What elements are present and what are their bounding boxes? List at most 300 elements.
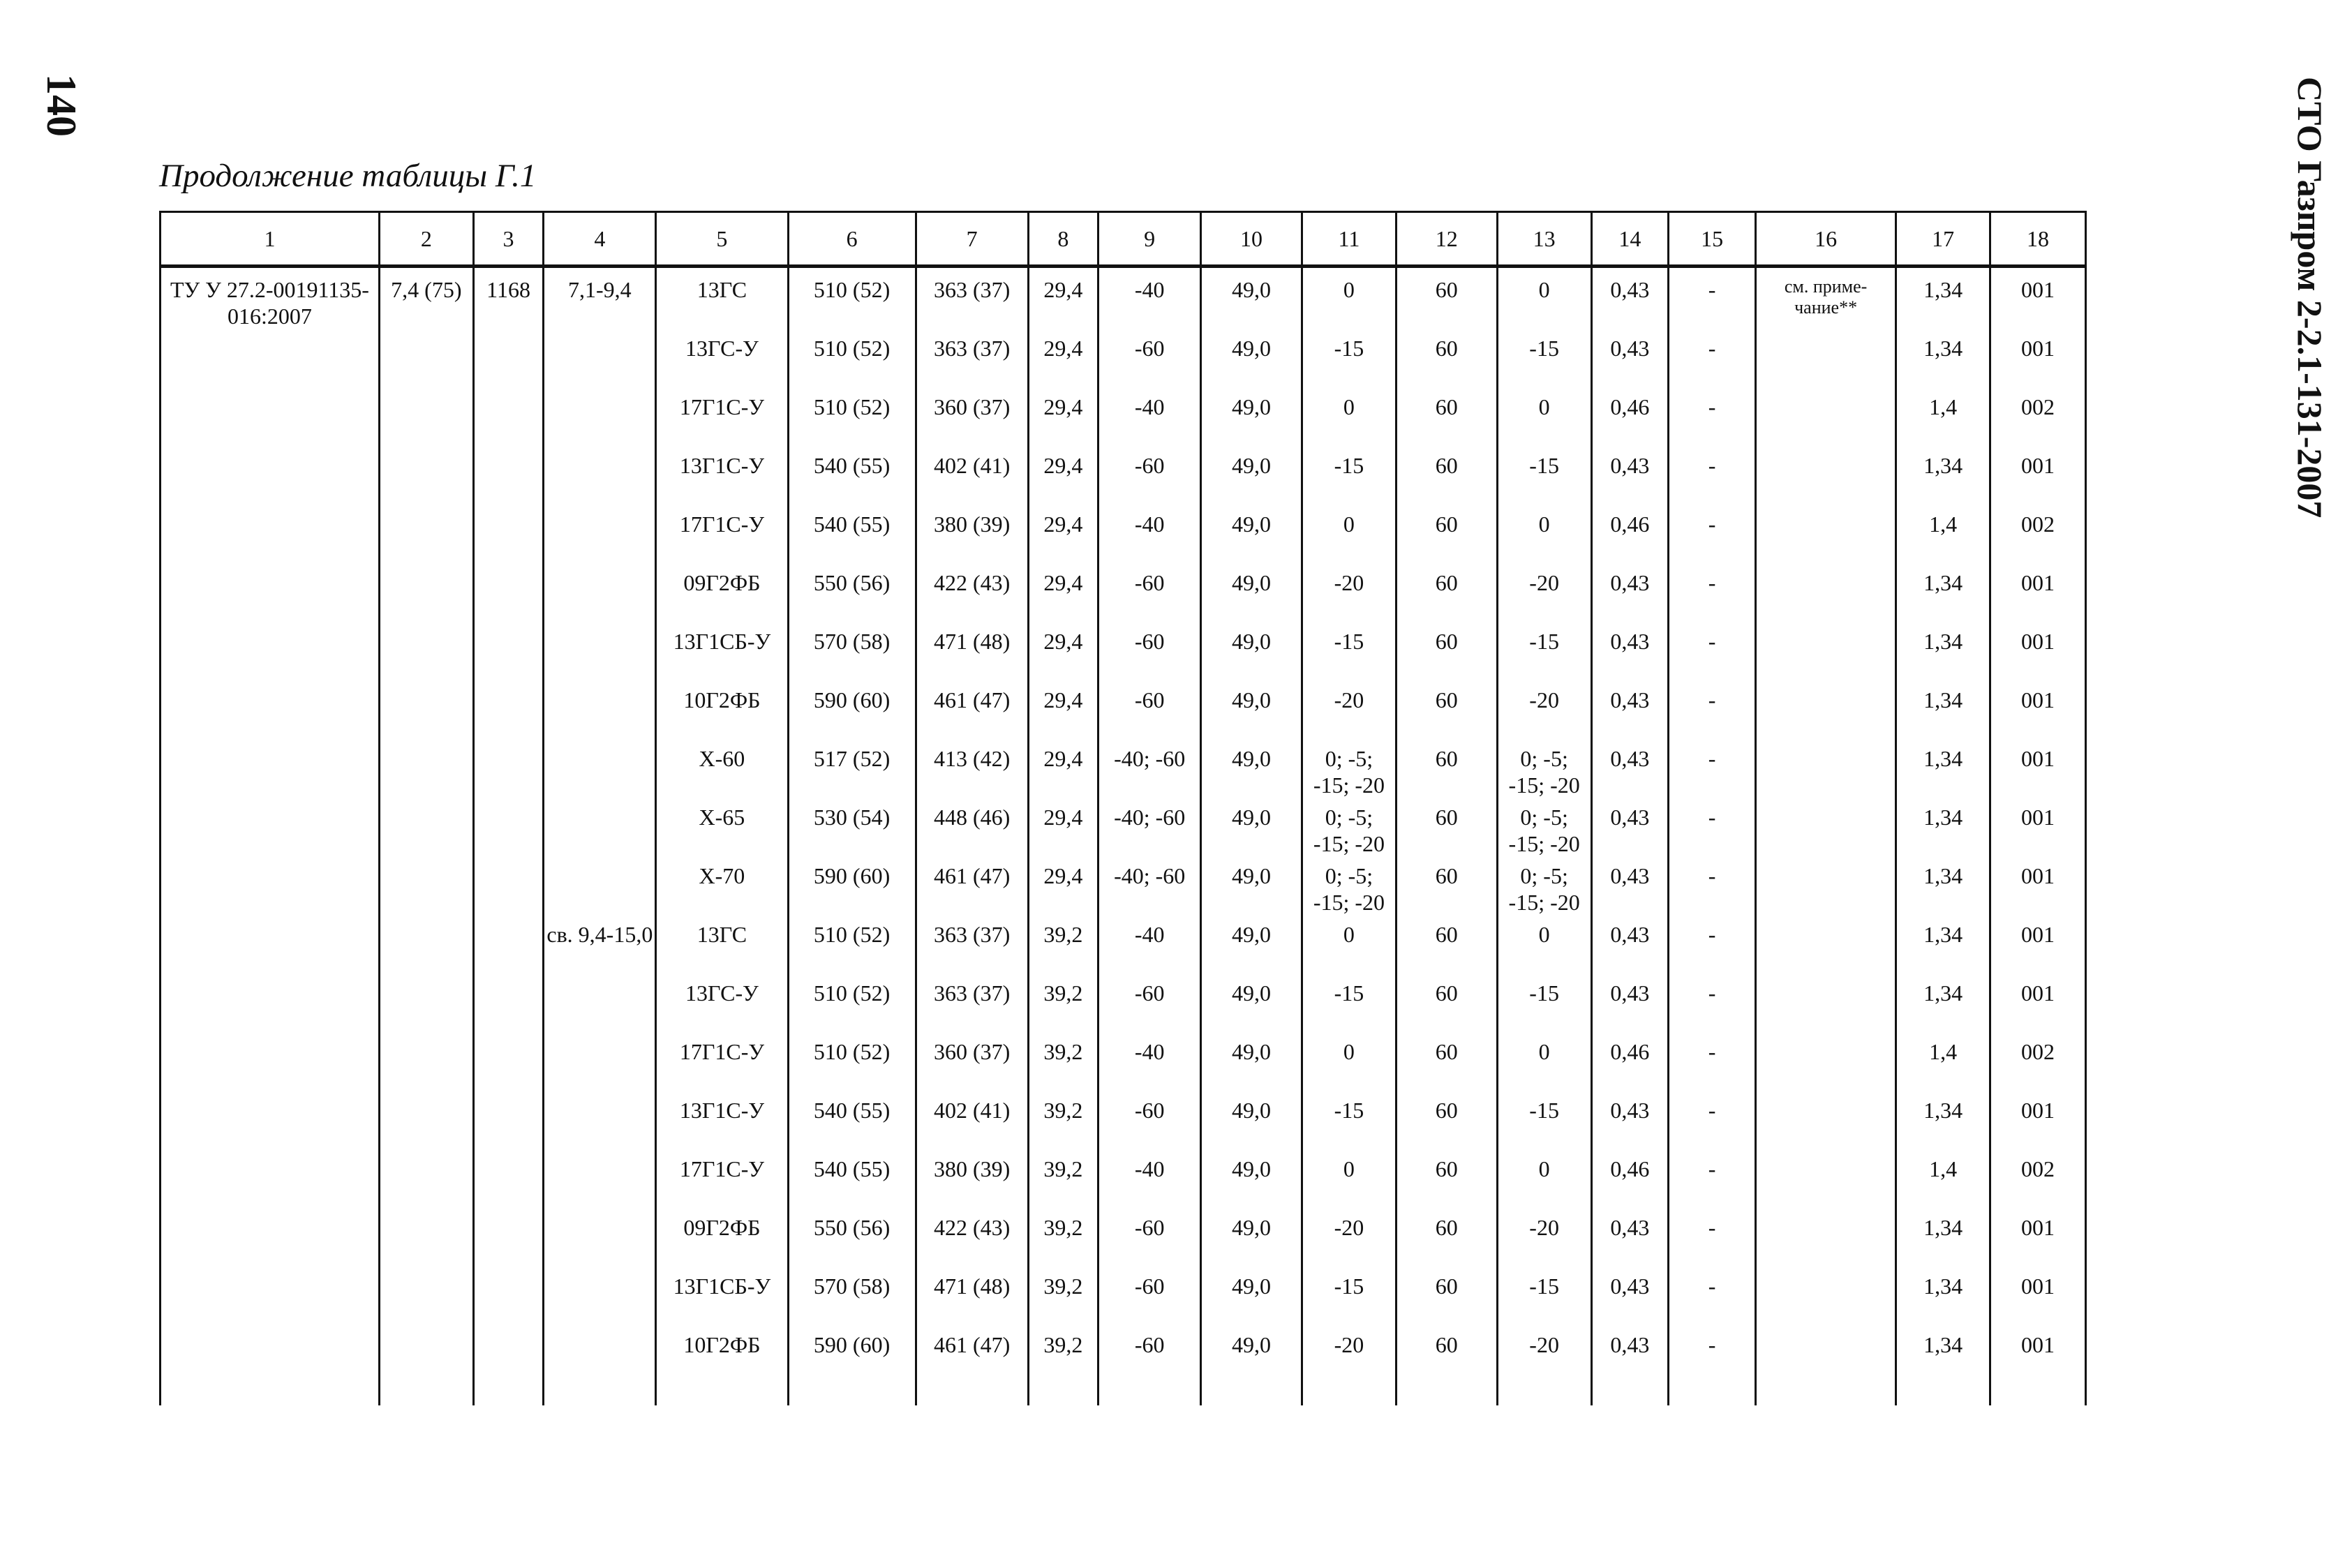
table-header [161, 212, 2086, 267]
table-cell-col-9: -40 [1099, 267, 1201, 331]
filler-cell [1497, 1386, 1591, 1405]
table-cell-col-11: -15 [1302, 976, 1397, 1034]
table-cell-col-5: 13Г1С-У [656, 1093, 788, 1151]
table-cell-col-13: -15 [1497, 624, 1591, 682]
table-cell-col-14: 0,46 [1591, 1034, 1669, 1093]
table-cell-col-17: 1,34 [1896, 565, 1990, 624]
table-cell-col-16 [1755, 448, 1896, 507]
table-cell-col-10: 49,0 [1201, 1034, 1302, 1093]
table-cell-col-15: - [1669, 682, 1756, 741]
table-row [161, 448, 2086, 507]
table-cell-col-13: 0 [1497, 267, 1591, 331]
table-cell-col-2 [379, 565, 473, 624]
table-cell-col-4 [544, 1034, 656, 1093]
filler-cell [1028, 1386, 1099, 1405]
table-cell-col-16 [1755, 1210, 1896, 1269]
table-cell-col-6: 590 (60) [788, 858, 916, 917]
document-code: СТО Газпром 2-2.1-131-2007 [2291, 77, 2330, 518]
table-cell-col-2 [379, 1034, 473, 1093]
table-cell-col-12: 60 [1396, 976, 1497, 1034]
table-cell-col-16 [1755, 331, 1896, 389]
filler-cell [1396, 1386, 1497, 1405]
filler-cell [1896, 1386, 1990, 1405]
table-cell-col-15: - [1669, 267, 1756, 331]
table-cell-col-1 [161, 1034, 380, 1093]
table-cell-col-8: 29,4 [1028, 507, 1099, 565]
table-cell-col-3 [473, 1093, 544, 1151]
table-cell-col-5: 09Г2ФБ [656, 1210, 788, 1269]
table-cell-col-10: 49,0 [1201, 267, 1302, 331]
column-header-15: 15 [1669, 212, 1756, 267]
table-cell-col-12: 60 [1396, 1034, 1497, 1093]
table-cell-col-17: 1,4 [1896, 389, 1990, 448]
table-row [161, 267, 2086, 331]
table-cell-col-16 [1755, 917, 1896, 976]
table-cell-col-8: 29,4 [1028, 741, 1099, 800]
table-cell-col-18: 001 [1990, 917, 2086, 976]
table-cell-col-8: 29,4 [1028, 682, 1099, 741]
table-cell-col-12: 60 [1396, 858, 1497, 917]
table-cell-col-16 [1755, 624, 1896, 682]
table-cell-col-10: 49,0 [1201, 976, 1302, 1034]
table-cell-col-10: 49,0 [1201, 507, 1302, 565]
table-cell-col-11: -20 [1302, 565, 1397, 624]
table-cell-col-4 [544, 331, 656, 389]
table-cell-col-1 [161, 1327, 380, 1386]
table-cell-col-6: 540 (55) [788, 1093, 916, 1151]
table-cell-col-9: -40 [1099, 917, 1201, 976]
table-cell-col-15: - [1669, 800, 1756, 858]
page-number: 140 [38, 74, 84, 137]
table-cell-col-12: 60 [1396, 624, 1497, 682]
table-cell-col-5: 09Г2ФБ [656, 565, 788, 624]
table-cell-col-1 [161, 1210, 380, 1269]
table-cell-col-4 [544, 389, 656, 448]
table-cell-col-7: 360 (37) [916, 389, 1028, 448]
table-cell-col-4 [544, 507, 656, 565]
table-row [161, 682, 2086, 741]
table-cell-col-10: 49,0 [1201, 1327, 1302, 1386]
table-filler-row [161, 1386, 2086, 1405]
table-cell-col-10: 49,0 [1201, 741, 1302, 800]
table-cell-col-8: 29,4 [1028, 448, 1099, 507]
column-header-10: 10 [1201, 212, 1302, 267]
table-row [161, 917, 2086, 976]
table-row [161, 389, 2086, 448]
filler-cell [1990, 1386, 2086, 1405]
table-cell-col-6: 540 (55) [788, 507, 916, 565]
table-cell-col-3 [473, 917, 544, 976]
table-cell-col-18: 001 [1990, 565, 2086, 624]
table-cell-col-7: 461 (47) [916, 682, 1028, 741]
table-cell-col-6: 550 (56) [788, 565, 916, 624]
table-cell-col-5: 13ГС-У [656, 331, 788, 389]
table-cell-col-18: 001 [1990, 741, 2086, 800]
table-cell-col-5: 17Г1С-У [656, 389, 788, 448]
table-cell-col-13: -15 [1497, 976, 1591, 1034]
column-header-16: 16 [1755, 212, 1896, 267]
table-cell-col-15: - [1669, 741, 1756, 800]
table-cell-col-14: 0,43 [1591, 1093, 1669, 1151]
table-cell-col-7: 471 (48) [916, 624, 1028, 682]
table-cell-col-4: св. 9,4-15,0 [544, 917, 656, 976]
table-cell-col-14: 0,43 [1591, 331, 1669, 389]
table-cell-col-8: 39,2 [1028, 1327, 1099, 1386]
table-cell-col-1 [161, 624, 380, 682]
table-cell-col-8: 29,4 [1028, 565, 1099, 624]
table-cell-col-17: 1,34 [1896, 1269, 1990, 1327]
table-cell-col-17: 1,34 [1896, 682, 1990, 741]
table-cell-col-4 [544, 1093, 656, 1151]
table-cell-col-5: Х-70 [656, 858, 788, 917]
table-cell-col-2: 7,4 (75) [379, 267, 473, 331]
table-cell-col-7: 461 (47) [916, 858, 1028, 917]
table-cell-col-13: 0 [1497, 917, 1591, 976]
table-cell-col-3 [473, 331, 544, 389]
table-cell-col-17: 1,34 [1896, 976, 1990, 1034]
table-cell-col-2 [379, 624, 473, 682]
table-cell-col-7: 413 (42) [916, 741, 1028, 800]
table-cell-col-13: -15 [1497, 1093, 1591, 1151]
table-cell-col-18: 001 [1990, 1269, 2086, 1327]
table-cell-col-6: 540 (55) [788, 1151, 916, 1210]
table-cell-col-16 [1755, 1327, 1896, 1386]
filler-cell [1099, 1386, 1201, 1405]
table-cell-col-10: 49,0 [1201, 1269, 1302, 1327]
table-cell-col-16 [1755, 1269, 1896, 1327]
table-cell-col-15: - [1669, 1151, 1756, 1210]
table-cell-col-10: 49,0 [1201, 917, 1302, 976]
table-cell-col-9: -40; -60 [1099, 858, 1201, 917]
table-cell-col-17: 1,34 [1896, 1327, 1990, 1386]
column-header-2: 2 [379, 212, 473, 267]
table-cell-col-11: -15 [1302, 1269, 1397, 1327]
table-cell-col-7: 448 (46) [916, 800, 1028, 858]
table-cell-col-8: 39,2 [1028, 1210, 1099, 1269]
table-cell-col-3 [473, 741, 544, 800]
table-cell-col-14: 0,43 [1591, 624, 1669, 682]
table-cell-col-7: 363 (37) [916, 976, 1028, 1034]
table-body [161, 267, 2086, 1406]
table-cell-col-12: 60 [1396, 389, 1497, 448]
table-cell-col-17: 1,34 [1896, 331, 1990, 389]
table-caption: Продолжение таблицы Г.1 [159, 158, 537, 194]
table-cell-col-5: 17Г1С-У [656, 507, 788, 565]
column-header-13: 13 [1497, 212, 1591, 267]
table-cell-col-14: 0,43 [1591, 682, 1669, 741]
table-cell-col-1 [161, 741, 380, 800]
table-cell-col-14: 0,43 [1591, 448, 1669, 507]
table-cell-col-11: -15 [1302, 1093, 1397, 1151]
table-cell-col-9: -60 [1099, 976, 1201, 1034]
column-header-14: 14 [1591, 212, 1669, 267]
table-cell-col-17: 1,34 [1896, 267, 1990, 331]
table-cell-col-7: 380 (39) [916, 1151, 1028, 1210]
table-row [161, 976, 2086, 1034]
table-cell-col-9: -60 [1099, 682, 1201, 741]
table-cell-col-10: 49,0 [1201, 1093, 1302, 1151]
table-cell-col-2 [379, 507, 473, 565]
table-cell-col-2 [379, 682, 473, 741]
table-cell-col-8: 39,2 [1028, 1034, 1099, 1093]
table-cell-col-11: 0 [1302, 267, 1397, 331]
table-cell-col-10: 49,0 [1201, 389, 1302, 448]
table-cell-col-15: - [1669, 389, 1756, 448]
table-cell-col-15: - [1669, 1034, 1756, 1093]
table-cell-col-14: 0,43 [1591, 1269, 1669, 1327]
filler-cell [656, 1386, 788, 1405]
table-cell-col-8: 29,4 [1028, 800, 1099, 858]
data-table [159, 211, 2087, 1405]
table-cell-col-7: 422 (43) [916, 1210, 1028, 1269]
table-cell-col-12: 60 [1396, 800, 1497, 858]
table-cell-col-9: -60 [1099, 1269, 1201, 1327]
table-cell-col-2 [379, 448, 473, 507]
filler-cell [473, 1386, 544, 1405]
table-cell-col-3 [473, 507, 544, 565]
table-cell-col-18: 001 [1990, 1327, 2086, 1386]
table-cell-col-6: 517 (52) [788, 741, 916, 800]
table-cell-col-7: 363 (37) [916, 917, 1028, 976]
table-cell-col-18: 002 [1990, 1151, 2086, 1210]
table-cell-col-12: 60 [1396, 1327, 1497, 1386]
table-cell-col-10: 49,0 [1201, 1210, 1302, 1269]
table-cell-col-1 [161, 565, 380, 624]
table-cell-col-8: 39,2 [1028, 976, 1099, 1034]
table-cell-col-11: 0; -5; -15; -20 [1302, 741, 1397, 800]
table-cell-col-6: 550 (56) [788, 1210, 916, 1269]
filler-cell [916, 1386, 1028, 1405]
table-cell-col-17: 1,4 [1896, 1151, 1990, 1210]
table-cell-col-16 [1755, 1093, 1896, 1151]
filler-cell [161, 1386, 380, 1405]
filler-cell [1201, 1386, 1302, 1405]
table-cell-col-11: 0 [1302, 1034, 1397, 1093]
table-cell-col-11: 0 [1302, 507, 1397, 565]
table-cell-col-13: 0 [1497, 507, 1591, 565]
table-cell-col-15: - [1669, 624, 1756, 682]
filler-cell [379, 1386, 473, 1405]
table-cell-col-4 [544, 1327, 656, 1386]
table-cell-col-16 [1755, 389, 1896, 448]
table-cell-col-2 [379, 389, 473, 448]
table-cell-col-14: 0,43 [1591, 800, 1669, 858]
table-cell-col-18: 002 [1990, 389, 2086, 448]
table-cell-col-7: 461 (47) [916, 1327, 1028, 1386]
table-cell-col-11: 0; -5; -15; -20 [1302, 800, 1397, 858]
table-cell-col-18: 002 [1990, 507, 2086, 565]
column-header-7: 7 [916, 212, 1028, 267]
table-cell-col-18: 001 [1990, 1210, 2086, 1269]
table-cell-col-16 [1755, 800, 1896, 858]
table-cell-col-1 [161, 1151, 380, 1210]
table-cell-col-6: 590 (60) [788, 1327, 916, 1386]
table-row [161, 565, 2086, 624]
table-cell-col-17: 1,34 [1896, 1093, 1990, 1151]
filler-cell [1755, 1386, 1896, 1405]
table-cell-col-10: 49,0 [1201, 800, 1302, 858]
table-cell-col-18: 001 [1990, 1093, 2086, 1151]
table-cell-col-13: -20 [1497, 682, 1591, 741]
table-cell-col-4 [544, 1210, 656, 1269]
table-cell-col-10: 49,0 [1201, 682, 1302, 741]
table-row [161, 331, 2086, 389]
table-cell-col-2 [379, 1327, 473, 1386]
table-row [161, 1210, 2086, 1269]
table-cell-col-1 [161, 858, 380, 917]
table-cell-col-9: -60 [1099, 1327, 1201, 1386]
table-cell-col-5: 17Г1С-У [656, 1034, 788, 1093]
table-cell-col-5: Х-65 [656, 800, 788, 858]
table-cell-col-8: 29,4 [1028, 267, 1099, 331]
table-cell-col-6: 510 (52) [788, 267, 916, 331]
table-cell-col-4 [544, 741, 656, 800]
table-cell-col-14: 0,43 [1591, 976, 1669, 1034]
table-cell-col-15: - [1669, 1093, 1756, 1151]
table-cell-col-11: -15 [1302, 448, 1397, 507]
filler-cell [788, 1386, 916, 1405]
table-cell-col-2 [379, 800, 473, 858]
table-cell-col-18: 001 [1990, 858, 2086, 917]
table-cell-col-3 [473, 976, 544, 1034]
table-cell-col-13: -15 [1497, 448, 1591, 507]
table-cell-col-3: 1168 [473, 267, 544, 331]
table-cell-col-13: -20 [1497, 1210, 1591, 1269]
table-cell-col-4 [544, 800, 656, 858]
table-cell-col-12: 60 [1396, 917, 1497, 976]
table-cell-col-1 [161, 1269, 380, 1327]
table-row [161, 1093, 2086, 1151]
table-cell-col-15: - [1669, 507, 1756, 565]
column-header-11: 11 [1302, 212, 1397, 267]
table-cell-col-15: - [1669, 565, 1756, 624]
table-cell-col-10: 49,0 [1201, 858, 1302, 917]
table-row [161, 1151, 2086, 1210]
table-row [161, 507, 2086, 565]
table-cell-col-16 [1755, 1034, 1896, 1093]
filler-cell [544, 1386, 656, 1405]
table-cell-col-5: 13ГС [656, 267, 788, 331]
table-cell-col-10: 49,0 [1201, 565, 1302, 624]
table-cell-col-18: 001 [1990, 624, 2086, 682]
table-cell-col-3 [473, 1034, 544, 1093]
table-cell-col-8: 39,2 [1028, 1093, 1099, 1151]
table-row [161, 1034, 2086, 1093]
table-cell-col-4 [544, 976, 656, 1034]
table-row [161, 800, 2086, 858]
table-cell-col-9: -40 [1099, 1034, 1201, 1093]
table-cell-col-1 [161, 448, 380, 507]
table-cell-col-12: 60 [1396, 565, 1497, 624]
table-cell-col-8: 29,4 [1028, 624, 1099, 682]
table-cell-col-5: 13Г1СБ-У [656, 1269, 788, 1327]
table-cell-col-6: 570 (58) [788, 624, 916, 682]
table-cell-col-12: 60 [1396, 682, 1497, 741]
table-cell-col-14: 0,43 [1591, 565, 1669, 624]
table-cell-col-1 [161, 1093, 380, 1151]
table-cell-col-7: 402 (41) [916, 448, 1028, 507]
table-cell-col-3 [473, 1151, 544, 1210]
table-cell-col-9: -40; -60 [1099, 741, 1201, 800]
table-cell-col-9: -60 [1099, 331, 1201, 389]
table-cell-col-2 [379, 1093, 473, 1151]
column-header-6: 6 [788, 212, 916, 267]
table-cell-col-8: 39,2 [1028, 1269, 1099, 1327]
table-cell-col-15: - [1669, 858, 1756, 917]
table-cell-col-3 [473, 1269, 544, 1327]
table-cell-col-7: 360 (37) [916, 1034, 1028, 1093]
table-cell-col-15: - [1669, 1210, 1756, 1269]
table-cell-col-9: -40 [1099, 507, 1201, 565]
table-cell-col-5: 10Г2ФБ [656, 682, 788, 741]
table-cell-col-9: -60 [1099, 565, 1201, 624]
table-cell-col-18: 001 [1990, 331, 2086, 389]
table-cell-col-12: 60 [1396, 1269, 1497, 1327]
table-row [161, 1269, 2086, 1327]
column-header-8: 8 [1028, 212, 1099, 267]
table-cell-col-5: Х-60 [656, 741, 788, 800]
filler-cell [1591, 1386, 1669, 1405]
table-cell-col-14: 0,43 [1591, 267, 1669, 331]
table-cell-col-2 [379, 741, 473, 800]
table-row [161, 741, 2086, 800]
table-cell-col-3 [473, 565, 544, 624]
table-cell-col-4: 7,1-9,4 [544, 267, 656, 331]
table-cell-col-7: 380 (39) [916, 507, 1028, 565]
table-cell-col-3 [473, 682, 544, 741]
table-cell-col-17: 1,34 [1896, 800, 1990, 858]
table-cell-col-12: 60 [1396, 1093, 1497, 1151]
filler-cell [1669, 1386, 1756, 1405]
table-cell-col-13: -20 [1497, 1327, 1591, 1386]
table-cell-col-16 [1755, 682, 1896, 741]
table-cell-col-15: - [1669, 1327, 1756, 1386]
table-cell-col-10: 49,0 [1201, 448, 1302, 507]
table-cell-col-14: 0,43 [1591, 917, 1669, 976]
table-cell-col-14: 0,46 [1591, 389, 1669, 448]
table-cell-col-16 [1755, 976, 1896, 1034]
table-cell-col-3 [473, 624, 544, 682]
table-cell-col-5: 13ГС-У [656, 976, 788, 1034]
filler-cell [1302, 1386, 1397, 1405]
table-cell-col-7: 363 (37) [916, 267, 1028, 331]
table-row [161, 858, 2086, 917]
table-cell-col-17: 1,4 [1896, 507, 1990, 565]
table-cell-col-5: 13Г1С-У [656, 448, 788, 507]
table-cell-col-4 [544, 624, 656, 682]
table-cell-col-5: 10Г2ФБ [656, 1327, 788, 1386]
table-cell-col-12: 60 [1396, 507, 1497, 565]
table-cell-col-5: 13Г1СБ-У [656, 624, 788, 682]
table-cell-col-6: 590 (60) [788, 682, 916, 741]
table-cell-col-9: -60 [1099, 1210, 1201, 1269]
table-cell-col-11: -15 [1302, 331, 1397, 389]
table-cell-col-7: 422 (43) [916, 565, 1028, 624]
table-cell-col-2 [379, 858, 473, 917]
table-cell-col-13: 0; -5; -15; -20 [1497, 858, 1591, 917]
table-cell-col-13: 0; -5; -15; -20 [1497, 741, 1591, 800]
table-cell-col-13: 0 [1497, 389, 1591, 448]
table-cell-col-2 [379, 1151, 473, 1210]
table-cell-col-4 [544, 858, 656, 917]
table-cell-col-14: 0,46 [1591, 507, 1669, 565]
table-cell-col-11: -20 [1302, 1327, 1397, 1386]
table-cell-col-14: 0,43 [1591, 1327, 1669, 1386]
column-header-9: 9 [1099, 212, 1201, 267]
table-cell-col-15: - [1669, 448, 1756, 507]
table-cell-col-8: 29,4 [1028, 389, 1099, 448]
table-cell-col-17: 1,34 [1896, 858, 1990, 917]
